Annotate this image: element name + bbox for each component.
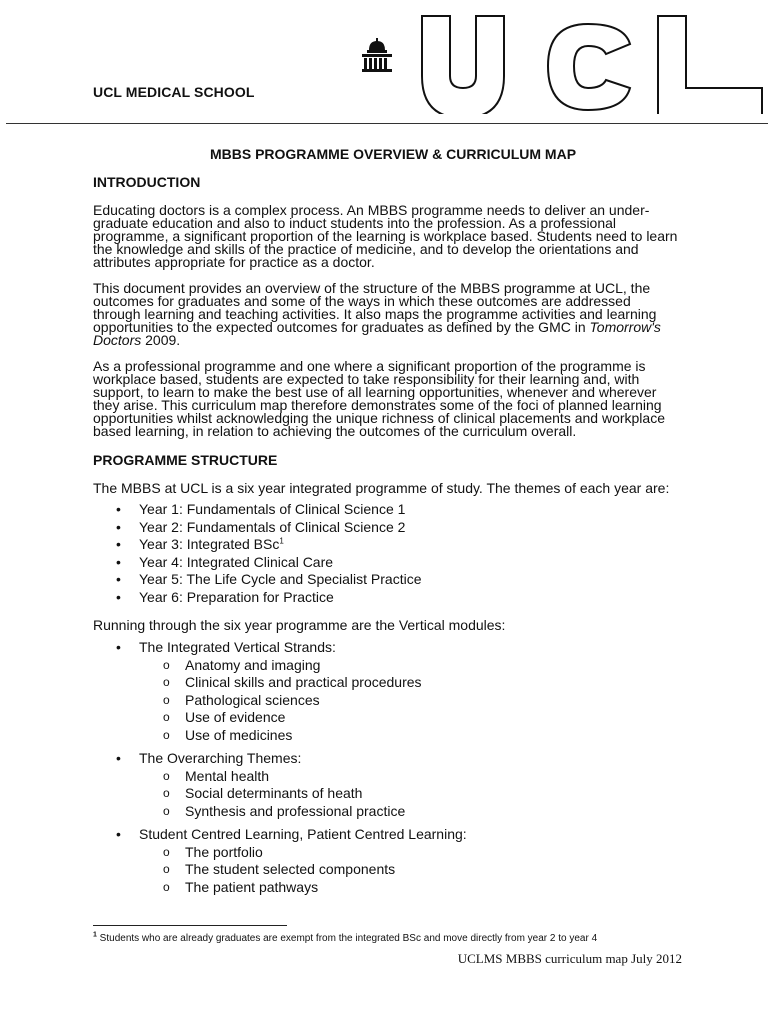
logo-letter-u bbox=[422, 16, 504, 114]
list-item: • Year 3: Integrated BSc$^1$ bbox=[116, 536, 284, 552]
footnote-rule bbox=[93, 925, 287, 926]
list-item: • The Overarching Themes: o Mental health o Social determinants of heath o Synthesis and professional practice bbox=[93, 750, 693, 820]
sub-list-item: o Synthesis and professional practice bbox=[163, 802, 406, 819]
intro-paragraph-2: This document provides an overview of the structure of the MBBS programme at UCL, the outcomes for graduates and some of the ways in which these outcomes are addressed through learning and teaching activities. It also maps the programme activities and learning opportunities to the expected outcomes for graduates as defined by the GMC in Tomorrow's Doctors 2009. bbox=[93, 280, 661, 348]
list-item: • Year 2: Fundamentals of Clinical Science 2 bbox=[116, 518, 406, 535]
book-title-part-2: Doctors bbox=[93, 332, 142, 348]
ucl-logo bbox=[362, 14, 768, 114]
year-list bbox=[93, 501, 693, 606]
introduction-heading: INTRODUCTION bbox=[93, 174, 201, 190]
intro-paragraph-1: Educating doctors is a complex process. An MBBS programme needs to deliver an under- graduate education and also to induct students into the profession. As a professional programme, a significant proportion of the learning is workplace based. Students need to learn the knowledge and skills of the practice of medicine, and to develop the orientations and attributes appropriate for practice as a doctor. bbox=[93, 202, 678, 270]
book-title-part-1: Tomorrow's bbox=[589, 319, 661, 335]
list-item: • Year 4: Integrated Clinical Care bbox=[116, 553, 334, 570]
school-name: UCL MEDICAL SCHOOL bbox=[93, 84, 255, 100]
sub-list-item: o The student selected components bbox=[163, 861, 396, 877]
document-title: MBBS PROGRAMME OVERVIEW & CURRICULUM MAP bbox=[209, 146, 577, 162]
header-rule bbox=[6, 123, 768, 124]
vertical-modules-intro: Running through the six year programme are the Vertical modules: bbox=[93, 617, 506, 633]
logo-letter-c bbox=[548, 24, 630, 110]
footnote: $^1$ Students who are already graduates are exempt from the integrated BSc and move directly from year 2 to year 4 bbox=[93, 931, 598, 944]
sub-list-item: o Use of medicines bbox=[163, 726, 293, 743]
sub-list-item: o Use of evidence bbox=[163, 709, 286, 725]
vertical-module-list bbox=[93, 639, 693, 896]
intro-paragraph-3: As a professional programme and one where a significant proportion of the programme is workplace based, students are expected to take responsibility for their learning and, with support, to learn to make the best use of all learning opportunities, whenever and wherever they arise. This curriculum map therefore demonstrates some of the foci of planned learning opportunities whilst acknowledging the unique richness of clinical placements and workplace based learning, in relation to achieving the outcomes of the curriculum overall. bbox=[93, 358, 665, 439]
list-item: • The Integrated Vertical Strands: o Anatomy and imaging o Clinical skills and practical procedures o Pathological sciences o Use of evidence o Use of medicines bbox=[93, 639, 693, 744]
page-footer: UCLMS MBBS curriculum map July 2012 bbox=[457, 951, 682, 966]
list-item: • Year 6: Preparation for Practice bbox=[116, 588, 334, 605]
list-item: • Year 1: Fundamentals of Clinical Science 1 bbox=[116, 501, 406, 517]
structure-intro: The MBBS at UCL is a six year integrated programme of study. The themes of each year are: bbox=[93, 480, 670, 496]
structure-heading: PROGRAMME STRUCTURE bbox=[93, 452, 278, 468]
sub-list-item: o Clinical skills and practical procedures bbox=[163, 674, 422, 690]
sub-list-item: o Social determinants of heath bbox=[163, 785, 363, 801]
list-item: • Student Centred Learning, Patient Centred Learning: o The portfolio o The student selected components o The patient pathways bbox=[93, 826, 693, 896]
footnote-mark: 1 bbox=[93, 931, 97, 939]
sub-list-item: o The patient pathways bbox=[163, 878, 319, 895]
sub-list-item: o Anatomy and imaging bbox=[163, 656, 321, 673]
sub-list-item: o Mental health bbox=[163, 767, 270, 784]
list-item: • Year 5: The Life Cycle and Specialist Practice bbox=[116, 571, 422, 587]
portico-icon bbox=[362, 38, 392, 72]
document-body bbox=[93, 146, 693, 896]
sub-list-item: o Pathological sciences bbox=[163, 691, 320, 708]
sub-list-item: o The portfolio bbox=[163, 843, 263, 860]
logo-letter-l bbox=[658, 16, 762, 114]
footnote-ref: 1 bbox=[279, 536, 284, 546]
